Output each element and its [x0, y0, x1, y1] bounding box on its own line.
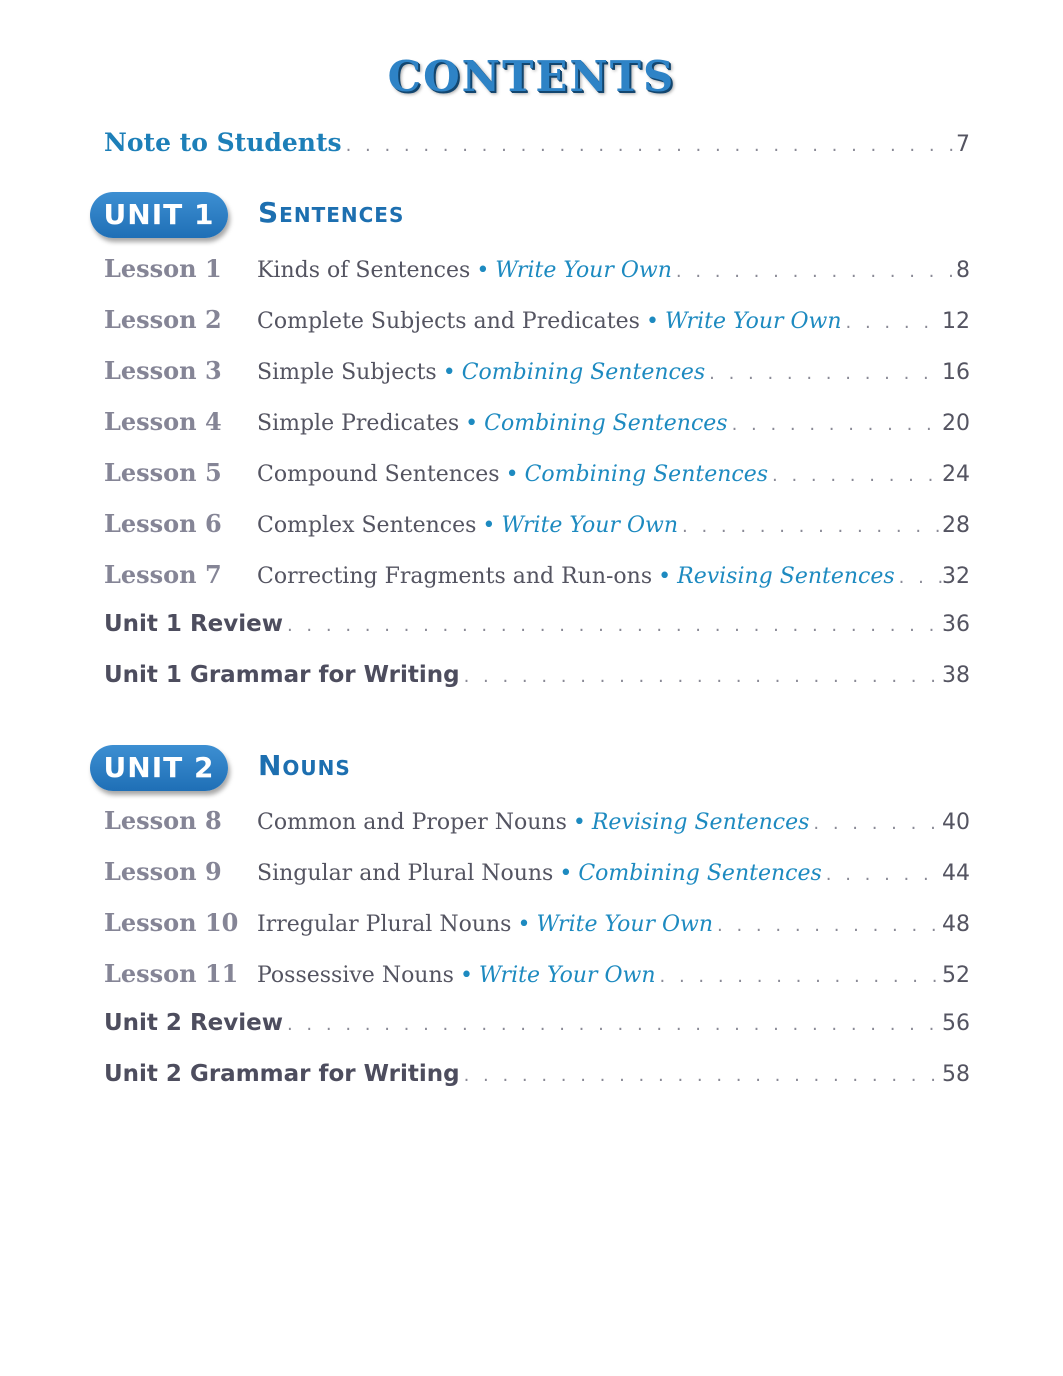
- dot-leader: [768, 465, 942, 486]
- page-number: 16: [942, 360, 970, 385]
- page-number: 38: [942, 663, 970, 688]
- lesson-subtitle: Revising Sentences: [591, 810, 810, 835]
- lesson-label: Lesson 4: [104, 407, 222, 436]
- lesson-title: Possessive Nouns: [257, 963, 454, 988]
- lesson-title: Compound Sentences: [257, 462, 500, 487]
- page-number: 44: [942, 861, 970, 886]
- bullet-separator: •: [505, 462, 519, 487]
- toc-entry-unit-2-review[interactable]: [104, 1010, 970, 1044]
- lesson-subtitle: Revising Sentences: [677, 564, 895, 589]
- page-title: CONTENTS: [387, 52, 676, 101]
- lesson-subtitle: Write Your Own: [478, 963, 656, 988]
- toc-entry-lesson-1[interactable]: [104, 254, 970, 288]
- toc-entry-lesson-3[interactable]: [104, 356, 970, 390]
- dot-leader: [895, 567, 942, 588]
- toc-entry-unit-1-review[interactable]: [104, 611, 970, 645]
- bullet-separator: •: [465, 411, 479, 436]
- page-number: 40: [942, 810, 970, 835]
- page-number: 56: [942, 1011, 970, 1036]
- dot-leader: [460, 666, 942, 687]
- bullet-separator: •: [517, 912, 531, 937]
- lesson-subtitle: Combining Sentences: [578, 861, 822, 886]
- bullet-separator: •: [442, 360, 456, 385]
- entry-title: Unit 1 Grammar for Writing: [104, 662, 460, 688]
- dot-leader: [728, 414, 942, 435]
- toc-entry-lesson-5[interactable]: [104, 458, 970, 492]
- lesson-title: Complex Sentences: [257, 513, 477, 538]
- dot-leader: [809, 813, 942, 834]
- page-number: 32: [942, 564, 970, 589]
- dot-leader: [713, 915, 942, 936]
- bullet-separator: •: [476, 258, 490, 283]
- lesson-subtitle: Combining Sentences: [484, 411, 728, 436]
- toc-entry-note[interactable]: [104, 128, 970, 162]
- lesson-subtitle: Write Your Own: [536, 912, 714, 937]
- lesson-label: Lesson 7: [104, 560, 222, 589]
- lesson-label: Lesson 3: [104, 356, 222, 385]
- toc-entry-lesson-8[interactable]: [104, 806, 970, 840]
- dot-leader: [672, 261, 956, 282]
- bullet-separator: •: [459, 963, 473, 988]
- toc-entry-lesson-4[interactable]: [104, 407, 970, 441]
- toc-entry-unit-1-grammar[interactable]: [104, 662, 970, 696]
- page-number: 36: [942, 612, 970, 637]
- entry-title: Note to Students: [104, 128, 342, 157]
- dot-leader: [656, 966, 942, 987]
- lesson-subtitle: Combining Sentences: [524, 462, 769, 487]
- lesson-label: Lesson 11: [104, 959, 239, 988]
- unit-2-header: [90, 745, 970, 795]
- lesson-title: Simple Subjects: [257, 360, 437, 385]
- page-number: 8: [956, 258, 970, 283]
- entry-title: Unit 1 Review: [104, 611, 283, 637]
- toc-entry-lesson-2[interactable]: [104, 305, 970, 339]
- unit-1-header: [90, 192, 970, 242]
- page-number: 48: [942, 912, 970, 937]
- lesson-label: Lesson 9: [104, 857, 222, 886]
- lesson-subtitle: Write Your Own: [664, 309, 842, 334]
- lesson-title: Correcting Fragments and Run-ons: [257, 564, 653, 589]
- lesson-title: Singular and Plural Nouns: [257, 861, 554, 886]
- dot-leader: [342, 135, 956, 156]
- toc-entry-lesson-7[interactable]: [104, 560, 970, 594]
- unit-badge: UNIT 1: [90, 192, 228, 238]
- dot-leader: [283, 615, 942, 636]
- page-number: 20: [942, 411, 970, 436]
- page-number: 24: [942, 462, 970, 487]
- lesson-title: Complete Subjects and Predicates: [257, 309, 640, 334]
- bullet-separator: •: [645, 309, 659, 334]
- toc-entry-unit-2-grammar[interactable]: [104, 1061, 970, 1095]
- lesson-title: Simple Predicates: [257, 411, 460, 436]
- lesson-label: Lesson 8: [104, 806, 222, 835]
- page-number: 28: [942, 513, 970, 538]
- lesson-label: Lesson 1: [104, 254, 222, 283]
- unit-name: Sentences: [258, 196, 405, 229]
- dot-leader: [283, 1014, 942, 1035]
- bullet-separator: •: [559, 861, 573, 886]
- dot-leader: [842, 312, 942, 333]
- lesson-title: Kinds of Sentences: [257, 258, 471, 283]
- bullet-separator: •: [658, 564, 672, 589]
- lesson-label: Lesson 6: [104, 509, 222, 538]
- lesson-subtitle: Write Your Own: [495, 258, 672, 283]
- lesson-subtitle: Combining Sentences: [461, 360, 706, 385]
- lesson-label: Lesson 2: [104, 305, 222, 334]
- lesson-title: Common and Proper Nouns: [257, 810, 567, 835]
- unit-badge: UNIT 2: [90, 745, 228, 791]
- toc-entry-lesson-6[interactable]: [104, 509, 970, 543]
- unit-name: Nouns: [258, 749, 351, 782]
- page-number: 7: [956, 132, 970, 157]
- toc-entry-lesson-9[interactable]: [104, 857, 970, 891]
- lesson-label: Lesson 10: [104, 908, 239, 937]
- entry-title: Unit 2 Grammar for Writing: [104, 1061, 460, 1087]
- dot-leader: [822, 864, 942, 885]
- dot-leader: [678, 516, 942, 537]
- bullet-separator: •: [572, 810, 586, 835]
- lesson-label: Lesson 5: [104, 458, 222, 487]
- page-number: 58: [942, 1062, 970, 1087]
- lesson-subtitle: Write Your Own: [501, 513, 678, 538]
- page-number: 12: [942, 309, 970, 334]
- dot-leader: [705, 363, 942, 384]
- toc-entry-lesson-10[interactable]: [104, 908, 970, 942]
- dot-leader: [460, 1065, 942, 1086]
- entry-title: Unit 2 Review: [104, 1010, 283, 1036]
- bullet-separator: •: [482, 513, 496, 538]
- lesson-title: Irregular Plural Nouns: [257, 912, 512, 937]
- page-number: 52: [942, 963, 970, 988]
- toc-entry-lesson-11[interactable]: [104, 959, 970, 993]
